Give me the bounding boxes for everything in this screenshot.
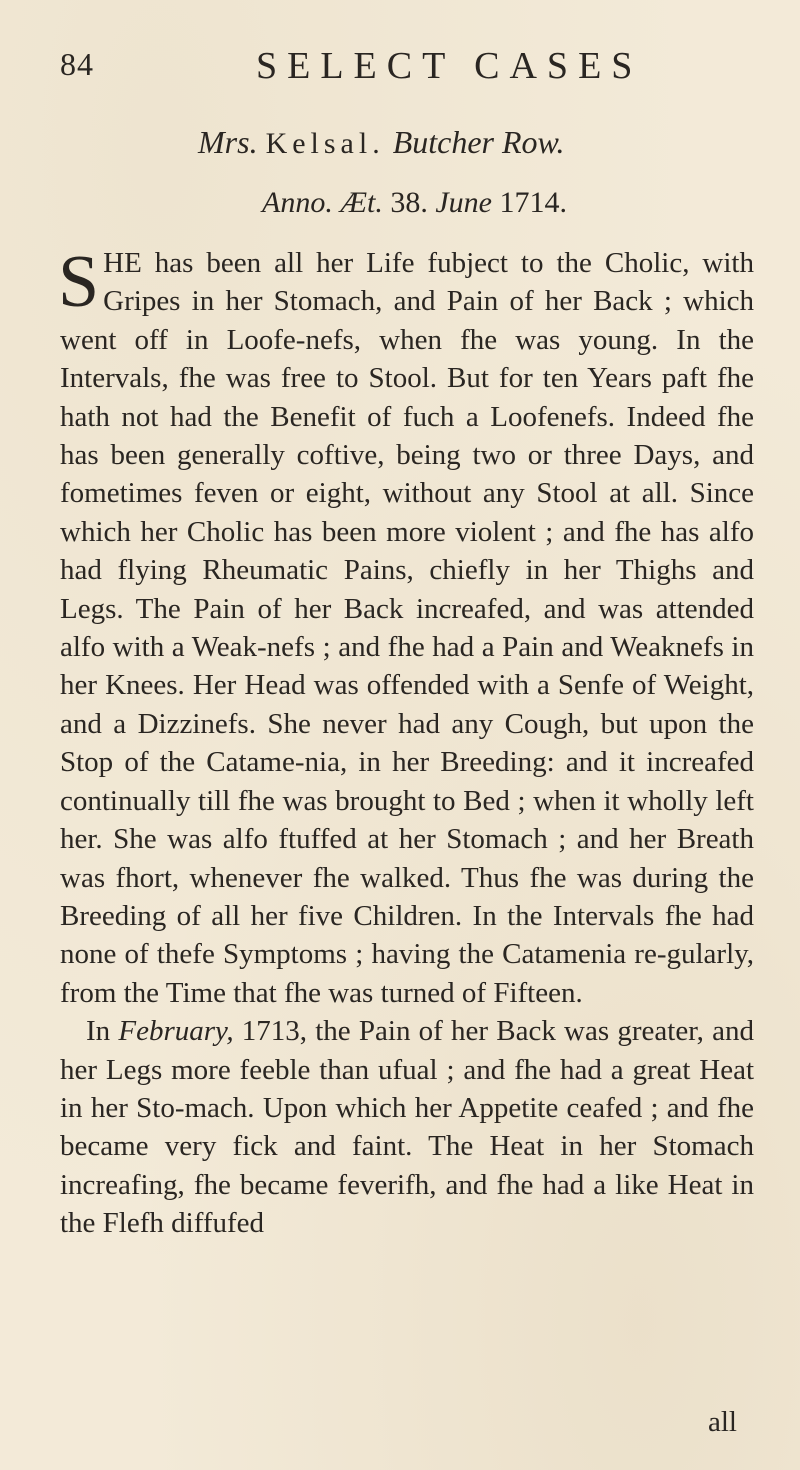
page-number: 84	[60, 46, 94, 82]
case-heading	[198, 124, 565, 161]
date-month: June	[435, 186, 492, 219]
date-anno: Anno. Æt.	[262, 186, 383, 219]
paragraph-1: SHE has been all her Life fubject to the Cholic, with Gripes in her Stomach, and Pain of her Back ; which went off in Loofe-nefs, when fhe was young. In the Intervals, fhe was free to Stool. But for ten Years paft fhe hath not had the Benefit of fuch a Loofenefs. Indeed fhe has been generally coftive, being two or three Days, and fometimes feven or eight, without any Stool at all. Since which her Cholic has been more violent ; and fhe has alfo had flying Rheumatic Pains, chiefly in her Thighs and Legs. The Pain of her Back increafed, and was attended alfo with a Weak-nefs ; and fhe had a Pain and Weaknefs in her Knees. Her Head was offended with a Senfe of Weight, and a Dizzinefs. She never had any Cough, but upon the Stop of the Catame-nia, in her Breeding: and it increafed continually till fhe was brought to Bed ; when it wholly left her. She was alfo ftuffed at her Stomach ; and her Breath was fhort, whenever fhe walked. Thus fhe was during the Breeding of all her five Children. In the Intervals fhe had none of thefe Symptoms ; having the Catamenia re-gularly, from the Time that fhe was turned of Fifteen.	[58, 241, 754, 1009]
catchword: all	[708, 1406, 737, 1438]
paragraph-2	[60, 1012, 754, 1242]
case-body	[58, 241, 755, 1243]
paragraph-2-in: In	[86, 1015, 111, 1048]
date-year: 1714.	[499, 186, 567, 219]
paragraph-2-month: February,	[118, 1015, 234, 1048]
case-date	[262, 186, 567, 220]
heading-honorific: Mrs.	[198, 124, 258, 160]
date-age: 38.	[390, 186, 428, 219]
paragraph-2-text: 1713, the Pain of her Back was greater, and her Legs more feeble than ufual ; and fhe had a great Heat in her Sto-mach. Upon which her Appetite ceafed ; and fhe became very fick and faint. The Heat in her Stomach increafing, fhe became feverifh, and fhe had a like Heat in the Flefh diffufed	[60, 1015, 755, 1240]
heading-address: Butcher Row.	[392, 124, 565, 160]
heading-patient-name: Kelsal.	[265, 127, 385, 160]
running-title: SELECT CASES	[256, 45, 643, 87]
running-head	[60, 44, 760, 90]
